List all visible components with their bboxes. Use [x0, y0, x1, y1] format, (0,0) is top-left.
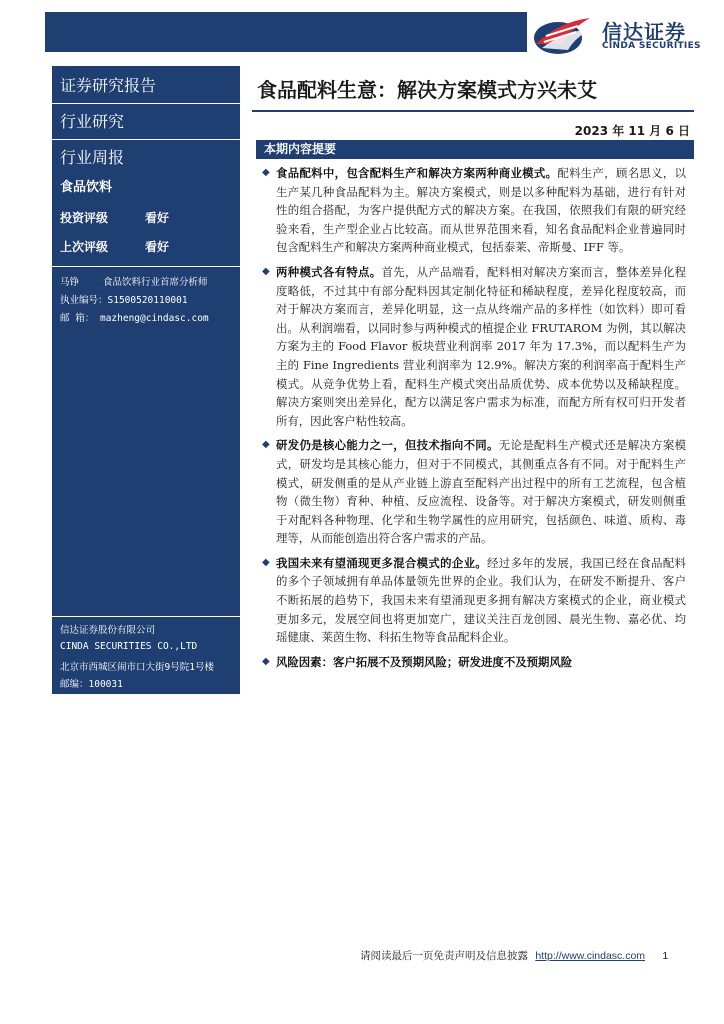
brand-logo [532, 14, 712, 56]
title-rule [252, 110, 694, 112]
top-banner [45, 12, 527, 52]
paragraph-lead: 风险因素：客户拓展不及预期风险；研发进度不及预期风险 [276, 654, 573, 669]
report-date: 2023 年 11 月 6 日 [574, 124, 690, 138]
paragraph-text: 首先，从产品端看，配料相对解决方案而言，整体差异化程度略低，不过其中有部分配料因其定制化特征和稀缺程度，差异化程度较高，而对于解决方案而言，差异化明显，这一点从终端产品的多样性（如饮料）即可看出。从利润端看，以同时参与两种模式的植提企业 FRUTAROM 为例，其以解决方案为主的 Food Flavor 板块营业利润率 2017 年为 17.3%，而以配料生产为主的 Fine Ingredients 营业利润率为 12.9%。解决方案的利润率高于配料生产模式。从竞争优势上看，配料生产模式突出品质优势、成本优势以及稀缺程度。解决方案则突出差异化，配方以满足客户需求为标准，而配方所有权可归开发者所有，因此客户粘性较高。 [276, 264, 686, 428]
rating-current-label: 投资评级 [60, 211, 109, 225]
diamond-bullet-icon: ◆ [262, 167, 270, 178]
analyst-title: 食品饮料行业首席分析师 [103, 277, 208, 288]
page-footer [360, 948, 668, 963]
footer-disclaimer: 请阅读最后一页免责声明及信息披露 [360, 950, 528, 962]
report-subtype: 行业周报 [60, 148, 125, 167]
paragraph-text: 无论是配料生产模式还是解决方案模式，研发均是其核心能力，但对于不同模式，其侧重点各有不同。对于配料生产模式，研发侧重的是从产业链上游直至配料产出过程中的所有工艺流程，包含植物（微生物）育种、种植、反应流程、设备等。对于解决方案模式，研发则侧重于对配料各种物理、化学和生物学属性的应用研究，包括颜色、味道、质构、毒理等，从而能创造出符合客户需求的产品。 [276, 438, 686, 546]
paragraph-lead: 两种模式各有特点。 [276, 264, 382, 279]
brand-name-cn: 信达证券 [602, 20, 686, 44]
summary-paragraph [262, 436, 686, 548]
summary-paragraph [262, 164, 686, 257]
page-number: 1 [662, 950, 669, 962]
report-type: 证券研究报告 [52, 70, 240, 104]
sector-name: 食品饮料 [60, 180, 113, 195]
paragraph-lead: 研发仍是核心能力之一，但技术指向不同。 [276, 438, 499, 453]
paragraph-text: 配料生产，顾名思义，以生产某几种食品配料为主。解决方案模式，则是以多种配料为基础，进行有针对性的组合搭配，为客户提供配方式的解决方案。在我国，依照我们有限的研究经验来看，生产型企业占比较高。而从世界范围来看，知名食品配料企业普遍同时包含配料生产和解决方案两种商业模式，包括泰莱、帝斯曼、IFF 等。 [276, 166, 686, 255]
company-name-en: CINDA SECURITIES CO.,LTD [60, 641, 198, 652]
analyst-license: 执业编号：S1500520110001 [60, 295, 188, 306]
sidebar-divider [52, 266, 240, 267]
logo-swoosh-icon [532, 14, 596, 56]
company-address: 北京市西城区闹市口大街9号院1号楼 [60, 662, 214, 673]
report-category: 行业研究 [52, 106, 240, 140]
summary-body [262, 164, 686, 677]
brand-name-en: CINDA SECURITIES [602, 41, 701, 51]
paragraph-text: 经过多年的发展，我国已经在食品配料的多个子领域拥有单品体量领先世界的企业。我们认为，在研发不断提升、客户不断拓展的趋势下，我国未来有望涌现更多拥有解决方案模式的企业，商业模式更加多元，发展空间也将更加宽广，建议关注百龙创园、晨光生物、嘉必优、均瑶健康、莱茵生物、科拓生物等食品配料企业。 [276, 555, 686, 645]
summary-paragraph [262, 263, 686, 430]
analyst-email-label: 邮 箱： [60, 313, 95, 324]
page-title: 食品配料生意：解决方案模式方兴未艾 [257, 78, 597, 102]
diamond-bullet-icon: ◆ [262, 439, 270, 451]
analyst-name-line [60, 274, 208, 288]
diamond-bullet-icon: ◆ [262, 655, 270, 667]
sidebar [52, 66, 240, 694]
paragraph-lead: 我国未来有望涌现更多混合模式的企业。 [276, 555, 488, 570]
footer-website-link[interactable]: http://www.cindasc.com [535, 950, 646, 962]
analyst-email-line [60, 310, 209, 324]
rating-previous-value: 看好 [145, 240, 170, 254]
section-header: 本期内容提要 [256, 140, 694, 159]
diamond-bullet-icon: ◆ [262, 556, 270, 568]
rating-current [60, 209, 170, 226]
analyst-email[interactable]: mazheng@cindasc.com [99, 313, 209, 324]
rating-previous [60, 238, 170, 255]
summary-paragraph [262, 554, 686, 647]
risk-paragraph [262, 653, 686, 672]
company-name-cn: 信达证券股份有限公司 [60, 625, 156, 636]
rating-current-value: 看好 [145, 211, 170, 225]
diamond-bullet-icon: ◆ [262, 265, 270, 277]
company-postcode: 邮编：100031 [60, 679, 123, 690]
rating-previous-label: 上次评级 [60, 240, 109, 254]
sidebar-divider-bottom [52, 616, 240, 617]
paragraph-lead: 食品配料中，包含配料生产和解决方案两种商业模式。 [276, 166, 558, 180]
analyst-name: 马铮 [60, 277, 80, 288]
